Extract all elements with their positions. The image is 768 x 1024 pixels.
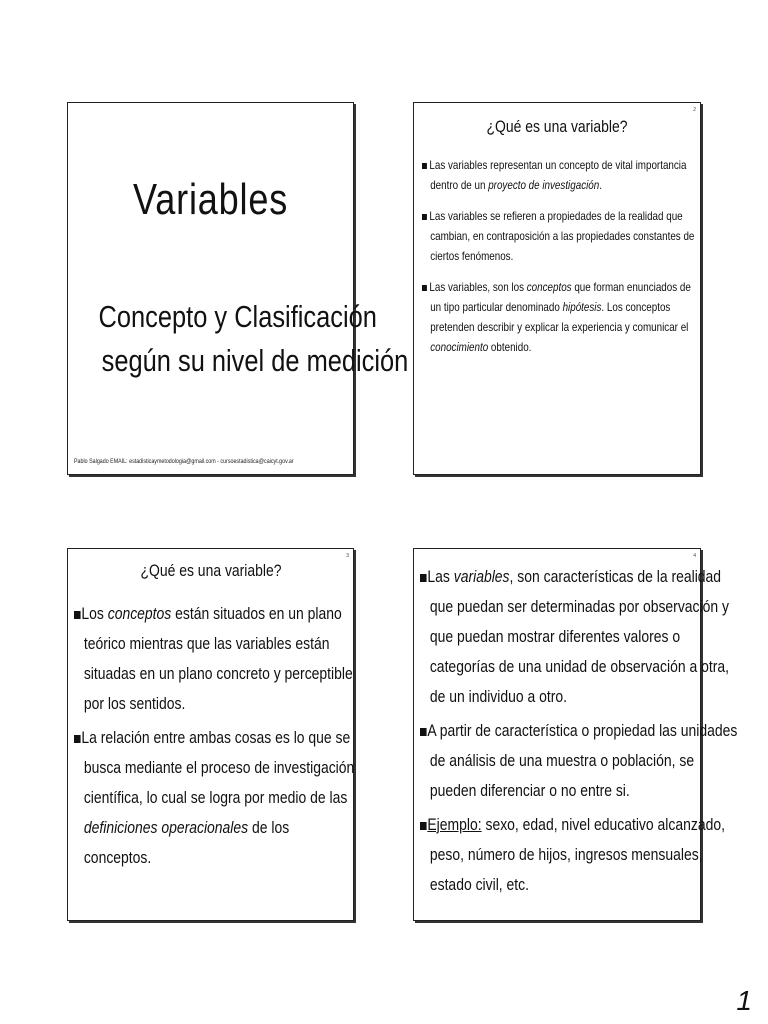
slide-1-author: Pablo Salgado EMAIL: estadisticaymetodologia@gmail.com - cursoestadistica@caicyt.gov.ar — [74, 458, 294, 465]
subtitle-line-2: según su nivel de medición — [101, 343, 409, 378]
slide-2-bullet-2: Las variables se refieren a propiedades de la realidad que cambian, en contraposición a las propiedades constantes de ciertos fenómenos. — [422, 206, 694, 266]
slide-3 — [67, 548, 354, 921]
slide-2-number: 2 — [693, 107, 696, 113]
bullet-square-icon — [420, 574, 427, 582]
slide-2-bullet-3: Las variables, son los conceptos que forman enunciados de un tipo particular denominado hipótesis. Los conceptos pretenden describir y explicar la experiencia y comunicar el conocimiento obtenido. — [422, 277, 691, 357]
slide-1 — [67, 102, 409, 475]
slide-2-title: ¿Qué es una variable? — [486, 117, 628, 136]
slide-4-bullet-3: Ejemplo: sexo, edad, nivel educativo alcanzado, peso, número de hijos, ingresos mensuales, estado civil, etc. — [420, 810, 725, 900]
slide-3-bullet-2: La relación entre ambas cosas es lo que se busca mediante el proceso de investigación científica, lo cual se logra por medio de las definiciones operacionales de los conceptos. — [74, 723, 354, 873]
slide-3-number: 3 — [346, 553, 349, 559]
slide-4-bullets — [420, 562, 768, 900]
slide-3-bullet-1: Los conceptos están situados en un plano teórico mientras que las variables están situadas en un plano concreto y perceptible por los sentidos. — [74, 599, 353, 719]
bullet-square-icon — [422, 214, 427, 220]
page-number: 1 — [736, 985, 752, 1016]
slide-3-bullets — [74, 599, 416, 873]
subtitle-line-1: Concepto y Clasificación — [98, 299, 377, 334]
slide-2-bullets — [422, 155, 754, 357]
bullet-square-icon — [422, 163, 427, 169]
slide-2-bullet-1: Las variables representan un concepto de vital importancia dentro de un proyecto de investigación. — [422, 155, 686, 195]
slide-4-bullet-2: A partir de característica o propiedad las unidades de análisis de una muestra o población, se pueden diferenciar o no entre si. — [420, 716, 737, 806]
slide-3-title: ¿Qué es una variable? — [139, 561, 282, 580]
bullet-square-icon — [74, 611, 81, 619]
bullet-square-icon — [420, 728, 427, 736]
slide-4 — [413, 548, 738, 921]
slide-1-subtitle — [68, 295, 409, 383]
bullet-square-icon — [74, 735, 81, 743]
slide-4-number: 4 — [693, 553, 696, 559]
slide-4-bullet-1: Las variables, son características de la realidad que puedan ser determinadas por observación y que puedan mostrar diferentes valores o categorías de una unidad de observación a otra, de un individuo a otro. — [420, 562, 729, 712]
slide-1-title: Variables — [132, 175, 289, 224]
bullet-square-icon — [420, 822, 427, 830]
bullet-square-icon — [422, 285, 427, 291]
slide-2 — [413, 102, 701, 475]
